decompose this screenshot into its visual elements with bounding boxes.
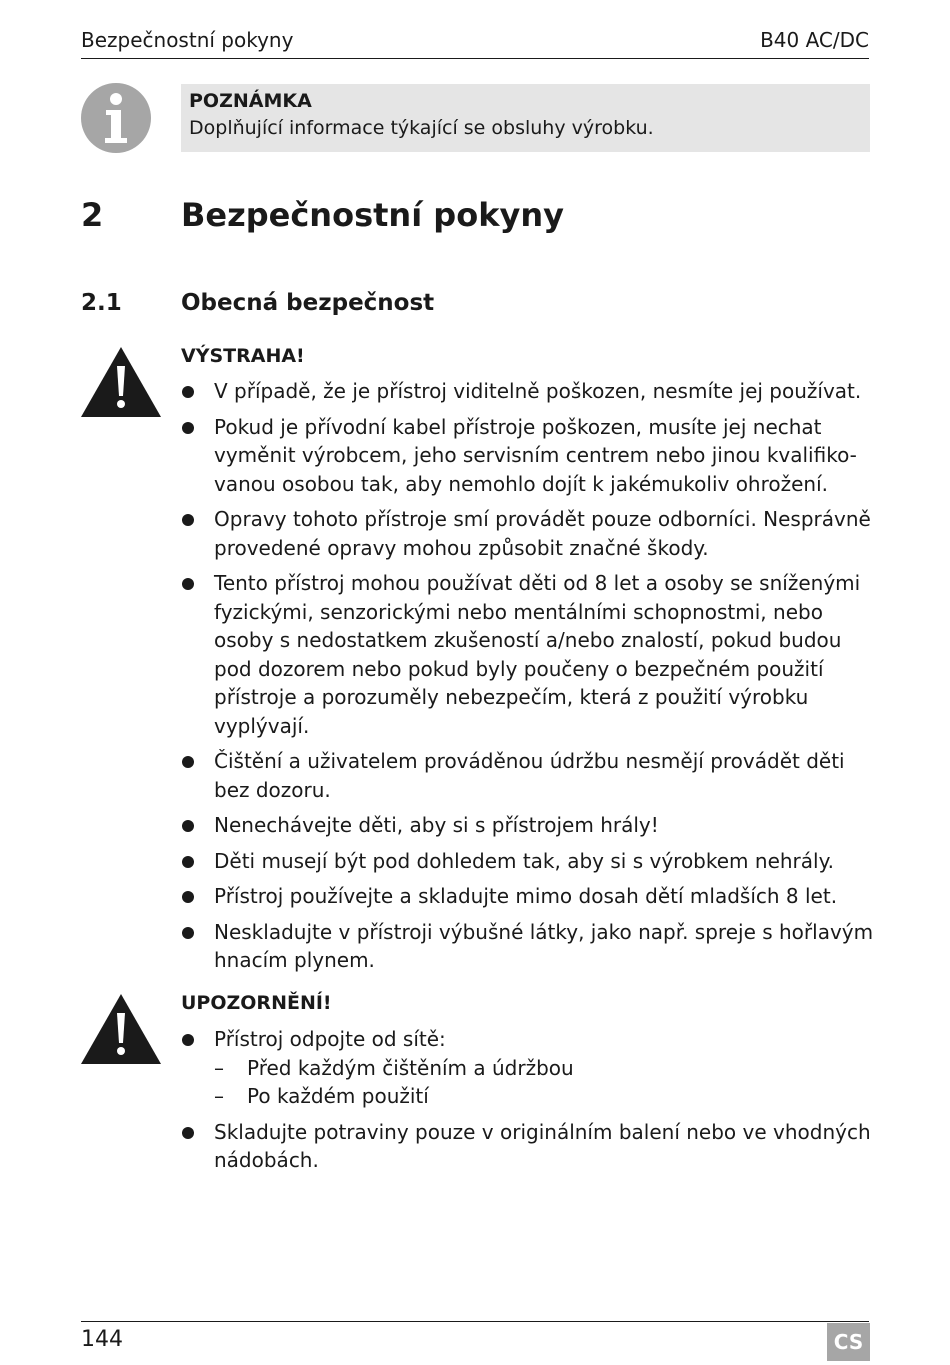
page-number: 144 bbox=[81, 1327, 123, 1352]
header-model: B40 AC/DC bbox=[760, 28, 869, 52]
bullet bbox=[182, 1127, 194, 1139]
list-item: Děti musejí být pod dohledem tak, aby si s výrobkem nehrály. bbox=[181, 847, 881, 876]
bullet bbox=[182, 856, 194, 868]
section-title: Obecná bezpečnost bbox=[181, 290, 435, 316]
note-box bbox=[181, 84, 870, 152]
list-item: Pokud je přívodní kabel přístroje poškozen, musíte jej nechat vyměnit výrobcem, jeho servisním centrem nebo jinou kvalifiko-vanou osobou tak, aby nemohlo dojít k jakémukoliv ohrožení. bbox=[181, 413, 881, 499]
list-item: Skladujte potraviny pouze v originálním balení nebo ve vhodných nádobách. bbox=[181, 1118, 881, 1175]
footer-divider bbox=[81, 1321, 869, 1322]
sub-item: – Po každém použití bbox=[214, 1084, 429, 1108]
list-item: Přístroj používejte a skladujte mimo dosah dětí mladších 8 let. bbox=[181, 882, 881, 911]
note-text: Doplňující informace týkající se obsluhy výrobku. bbox=[189, 117, 654, 139]
bullet bbox=[182, 927, 194, 939]
info-icon bbox=[81, 83, 151, 153]
language-badge: CS bbox=[827, 1323, 870, 1361]
warning-triangle-icon bbox=[80, 993, 162, 1065]
warning-list bbox=[181, 377, 881, 982]
bullet bbox=[182, 891, 194, 903]
chapter-title: Bezpečnostní pokyny bbox=[181, 196, 564, 234]
bullet bbox=[182, 422, 194, 434]
list-item: Neskladujte v přístroji výbušné látky, jako např. spreje s hořlavým hnacím plynem. bbox=[181, 918, 881, 975]
caution-list bbox=[181, 1025, 881, 1182]
list-item: Nenechávejte děti, aby si s přístrojem hrály! bbox=[181, 811, 881, 840]
bullet bbox=[182, 386, 194, 398]
chapter-number: 2 bbox=[81, 196, 104, 234]
page-header bbox=[81, 26, 869, 59]
note-title: POZNÁMKA bbox=[189, 90, 312, 112]
list-item: V případě, že je přístroj viditelně poškozen, nesmíte jej používat. bbox=[181, 377, 881, 406]
bullet bbox=[182, 514, 194, 526]
warning-title: VÝSTRAHA! bbox=[181, 345, 305, 367]
header-section-title: Bezpečnostní pokyny bbox=[81, 28, 294, 52]
section-number: 2.1 bbox=[81, 290, 122, 316]
bullet bbox=[182, 820, 194, 832]
warning-triangle-icon bbox=[80, 346, 162, 418]
caution-title: UPOZORNĚNÍ! bbox=[181, 992, 332, 1014]
bullet bbox=[182, 1034, 194, 1046]
list-item: Opravy tohoto přístroje smí provádět pouze odborníci. Nesprávně provedené opravy mohou způsobit značné škody. bbox=[181, 505, 881, 562]
bullet bbox=[182, 756, 194, 768]
list-item: Přístroj odpojte od sítě: – Před každým čištěním a údržbou – Po každém použití bbox=[181, 1025, 881, 1111]
list-item: Tento přístroj mohou používat děti od 8 let a osoby se sníženými fyzickými, senzorickými nebo mentálními schopnostmi, nebo osoby s nedostatkem zkušeností a/nebo znalostí, pokud budou pod dozorem nebo pokud byly poučeny o bezpečném použití přístroje a porozuměly nebezpečím, která z použití výrobku vyplývají. bbox=[181, 569, 881, 740]
bullet bbox=[182, 578, 194, 590]
sub-item: – Před každým čištěním a údržbou bbox=[214, 1055, 574, 1080]
list-item: Čištění a uživatelem prováděnou údržbu nesmějí provádět děti bez dozoru. bbox=[181, 747, 881, 804]
